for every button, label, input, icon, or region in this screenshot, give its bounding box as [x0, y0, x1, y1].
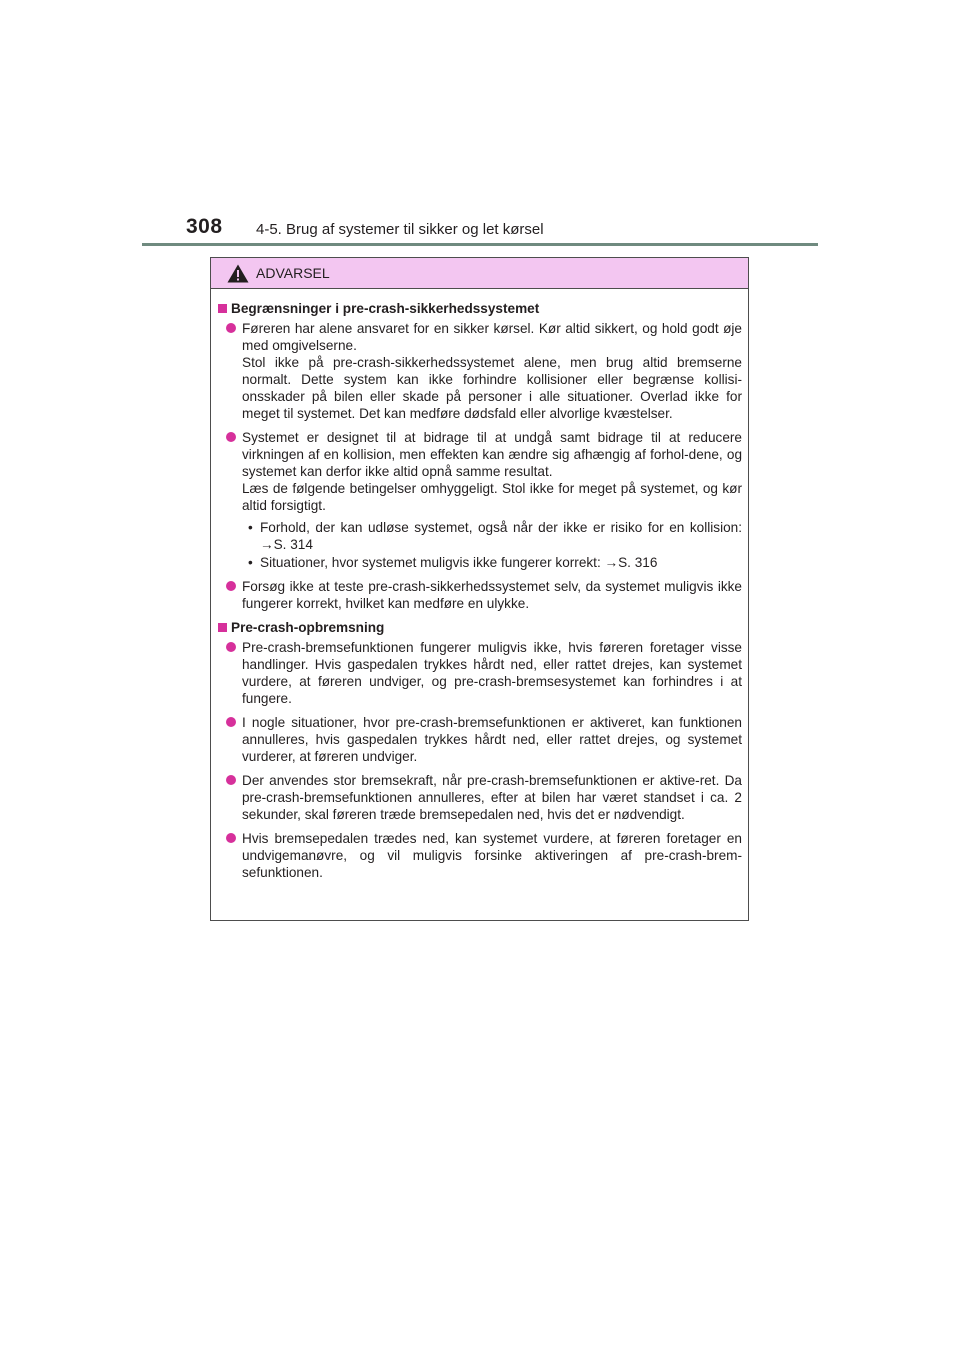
dot-bullet-icon: [226, 775, 236, 785]
sub-item-text: Forhold, der kan udløse systemet, også når der ikke er risiko for en kollision: →S. 314: [260, 520, 742, 552]
dot-bullet-icon: [226, 642, 236, 652]
warning-box: [210, 257, 749, 921]
item-paragraph: Der anvendes stor bremsekraft, når pre-crash-bremsefunktionen er aktive-ret. Da pre-crash-bremsefunktionen annulleres, efter at bilen har været standset i ca. 2 sekunder, skal føreren træde bremsepedalen ned, hvis det er nødvendigt.: [242, 773, 742, 822]
item-paragraph: I nogle situationer, hvor pre-crash-bremsefunktionen er aktiveret, kan funktionen annulleres, hvis gaspedalen trykkes hårdt ned, eller rattet drejes, og systemet vurderer, at føreren undviger.: [242, 715, 742, 764]
small-bullet-icon: •: [248, 520, 253, 535]
item-paragraph: Forsøg ikke at teste pre-crash-sikkerhedssystemet selv, da systemet muligvis ikke fungerer korrekt, hvilket kan medføre en ulykke.: [242, 579, 742, 611]
square-bullet-icon: [218, 623, 227, 632]
list-item: [217, 320, 742, 422]
list-item: [217, 429, 742, 571]
dot-bullet-icon: [226, 432, 236, 442]
item-paragraph: Stol ikke på pre-crash-sikkerhedssystemet alene, men brug altid bremserne normalt. Dette system kan ikke forhindre kollisioner eller begrænse kollisi-onsskader på bilen eller skade på personer i alle situationer. Overlad ikke for meget til systemet. Det kan medføre dødsfald eller alvorlige kvæstelser.: [242, 355, 742, 421]
warning-header: [211, 258, 748, 289]
sub-item: [242, 519, 742, 553]
header-rule: [142, 243, 818, 246]
square-bullet-icon: [218, 304, 227, 313]
sub-item-text: Situationer, hvor systemet muligvis ikke fungerer korrekt: →S. 316: [260, 555, 658, 570]
dot-bullet-icon: [226, 833, 236, 843]
item-paragraph: Pre-crash-bremsefunktionen fungerer muligvis ikke, hvis føreren foretager visse handlinger. Hvis gaspedalen trykkes hårdt ned, eller rattet drejes, kan systemet vurdere, at føreren undviger, og pre-crash-bremsesystemet kan forhindres i at fungere.: [242, 640, 742, 706]
section-heading-text: Begrænsninger i pre-crash-sikkerhedssystemet: [231, 301, 540, 316]
section-title: 4-5. Brug af systemer til sikker og let kørsel: [256, 221, 544, 238]
warning-body: [211, 289, 748, 881]
list-item: [217, 578, 742, 612]
page-number: 308: [186, 215, 223, 238]
dot-bullet-icon: [226, 581, 236, 591]
warning-triangle-icon: [227, 264, 249, 283]
sub-item: [242, 554, 742, 571]
dot-bullet-icon: [226, 717, 236, 727]
section-heading-text: Pre-crash-opbremsning: [231, 620, 385, 635]
small-bullet-icon: •: [248, 555, 253, 570]
item-paragraph: Hvis bremsepedalen trædes ned, kan systemet vurdere, at føreren foretager en undvigemanøvre, og vil muligvis forsinke aktiveringen af pre-crash-brem-sefunktionen.: [242, 831, 742, 880]
list-item: [217, 714, 742, 765]
item-paragraph: Føreren har alene ansvaret for en sikker kørsel. Kør altid sikkert, og hold godt øje med omgivelserne.: [242, 321, 742, 353]
dot-bullet-icon: [226, 323, 236, 333]
list-item: [217, 772, 742, 823]
item-paragraph: Læs de følgende betingelser omhyggeligt. Stol ikke for meget på systemet, og kør altid forsigtigt.: [242, 481, 742, 513]
list-item: [217, 639, 742, 707]
list-item: [217, 830, 742, 881]
warning-title: ADVARSEL: [256, 265, 330, 281]
section-heading: [217, 619, 742, 636]
section-heading: [217, 300, 742, 317]
item-paragraph: Systemet er designet til at bidrage til at undgå samt bidrage til at reducere virkningen af en kollision, men effekten kan ændre sig afhængig af forhol-dene, og systemet kan derfor ikke altid opnå samme resultat.: [242, 430, 742, 479]
